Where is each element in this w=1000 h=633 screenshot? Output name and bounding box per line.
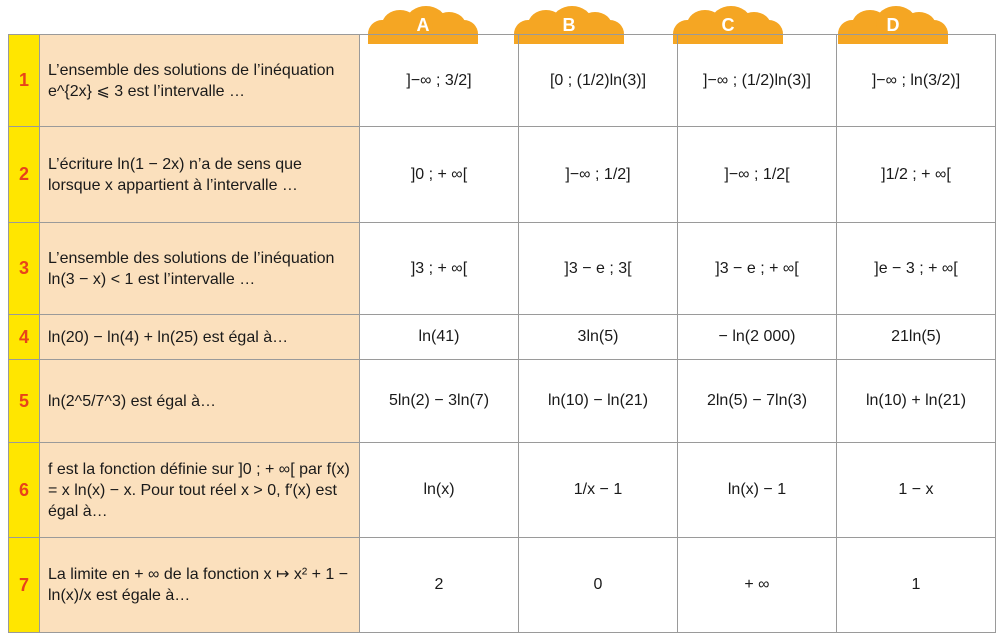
question-text: ln(20) − ln(4) + ln(25) est égal à… bbox=[40, 315, 360, 360]
answer-a[interactable]: 2 bbox=[360, 538, 519, 633]
table-row bbox=[9, 360, 996, 443]
table-row bbox=[9, 127, 996, 223]
table-row bbox=[9, 443, 996, 538]
question-text: L’ensemble des solutions de l’inéquation ln(3 − x) < 1 est l’intervalle … bbox=[40, 223, 360, 315]
column-label: A bbox=[416, 15, 430, 35]
column-label: C bbox=[721, 15, 735, 35]
question-number: 7 bbox=[9, 538, 40, 633]
question-number: 5 bbox=[9, 360, 40, 443]
question-number: 3 bbox=[9, 223, 40, 315]
answer-a[interactable]: ln(x) bbox=[360, 443, 519, 538]
answer-b[interactable]: ln(10) − ln(21) bbox=[519, 360, 678, 443]
column-label: B bbox=[562, 15, 576, 35]
answer-d[interactable]: 1 − x bbox=[837, 443, 996, 538]
question-text: L’écriture ln(1 − 2x) n’a de sens que lorsque x appartient à l’intervalle … bbox=[40, 127, 360, 223]
question-text: L’ensemble des solutions de l’inéquation e^{2x} ⩽ 3 est l’intervalle … bbox=[40, 35, 360, 127]
answer-b[interactable]: 0 bbox=[519, 538, 678, 633]
answer-c[interactable]: − ln(2 000) bbox=[678, 315, 837, 360]
table-row bbox=[9, 35, 996, 127]
answer-b[interactable]: ]−∞ ; 1/2] bbox=[519, 127, 678, 223]
answer-a[interactable]: ln(41) bbox=[360, 315, 519, 360]
answer-d[interactable]: 1 bbox=[837, 538, 996, 633]
answer-a[interactable]: 5ln(2) − 3ln(7) bbox=[360, 360, 519, 443]
answer-c[interactable]: ]−∞ ; 1/2[ bbox=[678, 127, 837, 223]
question-text: f est la fonction définie sur ]0 ; + ∞[ par f(x) = x ln(x) − x. Pour tout réel x > 0, f′(x) est égal à… bbox=[40, 443, 360, 538]
answer-d[interactable]: 21ln(5) bbox=[837, 315, 996, 360]
question-text: ln(2^5/7^3) est égal à… bbox=[40, 360, 360, 443]
answer-a[interactable]: ]0 ; + ∞[ bbox=[360, 127, 519, 223]
question-number: 2 bbox=[9, 127, 40, 223]
qcm-table bbox=[8, 34, 996, 633]
answer-b[interactable]: ]3 − e ; 3[ bbox=[519, 223, 678, 315]
table-row bbox=[9, 538, 996, 633]
question-text: La limite en + ∞ de la fonction x ↦ x² + 1 − ln(x)/x est égale à… bbox=[40, 538, 360, 633]
answer-d[interactable]: ]1/2 ; + ∞[ bbox=[837, 127, 996, 223]
table-row bbox=[9, 223, 996, 315]
question-number: 1 bbox=[9, 35, 40, 127]
column-label: D bbox=[886, 15, 900, 35]
answer-b[interactable]: [0 ; (1/2)ln(3)] bbox=[519, 35, 678, 127]
question-number: 4 bbox=[9, 315, 40, 360]
answer-d[interactable]: ]−∞ ; ln(3/2)] bbox=[837, 35, 996, 127]
answer-c[interactable]: ]3 − e ; + ∞[ bbox=[678, 223, 837, 315]
answer-c[interactable]: 2ln(5) − 7ln(3) bbox=[678, 360, 837, 443]
answer-c[interactable]: + ∞ bbox=[678, 538, 837, 633]
answer-c[interactable]: ln(x) − 1 bbox=[678, 443, 837, 538]
table-row bbox=[9, 315, 996, 360]
answer-a[interactable]: ]−∞ ; 3/2] bbox=[360, 35, 519, 127]
answer-d[interactable]: ]e − 3 ; + ∞[ bbox=[837, 223, 996, 315]
answer-c[interactable]: ]−∞ ; (1/2)ln(3)] bbox=[678, 35, 837, 127]
answer-b[interactable]: 1/x − 1 bbox=[519, 443, 678, 538]
answer-a[interactable]: ]3 ; + ∞[ bbox=[360, 223, 519, 315]
answer-d[interactable]: ln(10) + ln(21) bbox=[837, 360, 996, 443]
answer-b[interactable]: 3ln(5) bbox=[519, 315, 678, 360]
question-number: 6 bbox=[9, 443, 40, 538]
